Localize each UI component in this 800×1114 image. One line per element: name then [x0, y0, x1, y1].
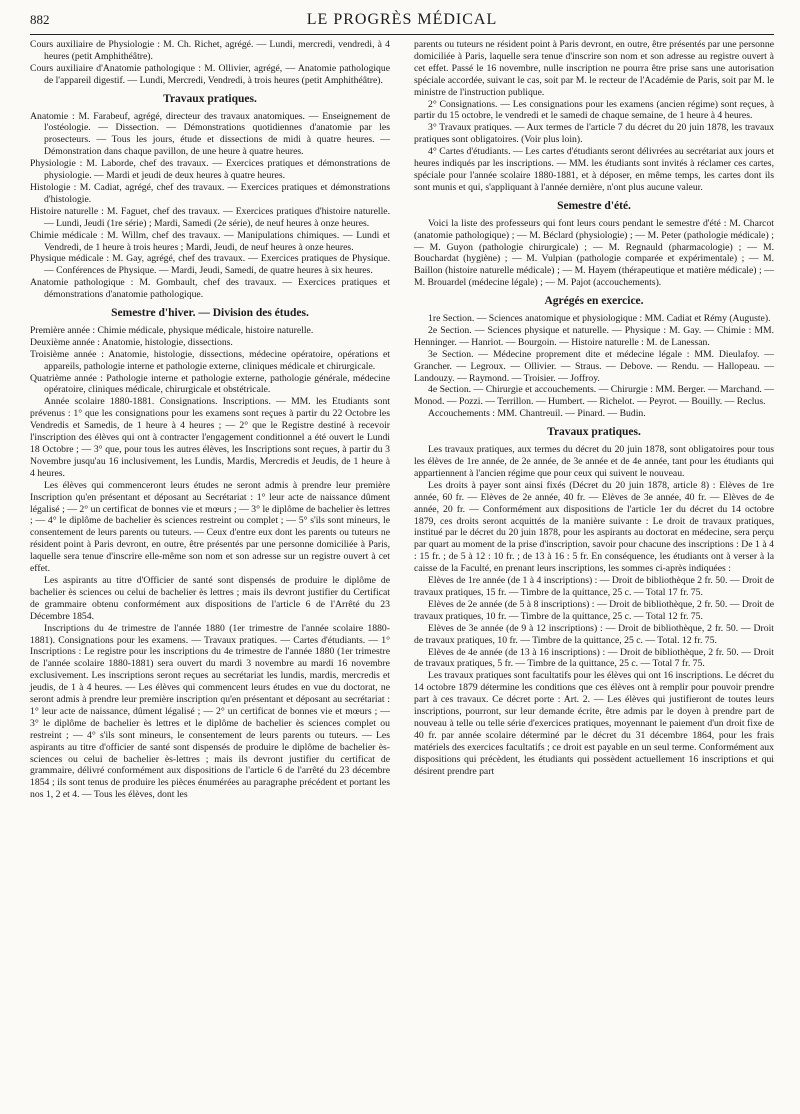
body-paragraph: Année scolaire 1880-1881. Consignations. Inscriptions. — MM. les Etudiants sont prévenus : 1° que les consignations pour les examens sont reçues à partir du 22 Octobre les Vendredis et Samedis, de 1 heure à 4 heures ; — 2° que le Registre destiné à recevoir l'inscription des élèves qui ont à contracter l'engagement conditionnel a été ouvert le Lundi 18 Octobre ; — 3° que, pour tous les autres élèves, les Inscriptions sont reçues, à partir du 3 Novembre jusqu'au 16 inclusivement, les Lundis, Mardis, Mercredis et Jeudis, de 1 heure à 4 heures.	[30, 396, 390, 479]
fee-entry: Elèves de 1re année (de 1 à 4 inscriptions) : — Droit de bibliothèque 2 fr. 50. — Droit de travaux pratiques, 15 fr. — Timbre de la quittance, 25 c. — Total 17 fr. 75.	[414, 575, 774, 598]
page-header	[30, 10, 774, 35]
tp-entry: Anatomie : M. Farabeuf, agrégé, directeur des travaux anatomiques. — Enseignement de l'ostéologie. — Dissection. — Démonstrations quotidiennes d'anatomie par les prosecteurs. — Tous les jours, étude et dissections de midi à quatre heures. — Démonstration dans chaque pavillon, de une heure à quatre heures.	[30, 110, 390, 158]
body-paragraph: 4° Cartes d'étudiants. — Les cartes d'étudiants seront délivrées au secrétariat aux jours et heures indiqués par les inscriptions. — MM. les étudiants sont invités à réclamer ces cartes, spéciale pour l'année scolaire 1880-1881, et à déposer, en même temps, les cartes dont ils sont munis et qui, s'appliquant à l'année dernière, n'ont plus aucune valeur.	[414, 146, 774, 193]
body-paragraph: parents ou tuteurs ne résident point à Paris devront, en outre, être présentés par une personne domiciliée à Paris, laquelle sera tenue d'inscrire son nom et son adresse au registre ouvert à cet effet. Passé le 16 novembre, nulle inscription ne pourra être prise sans une autorisation spéciale accordée, suivant le cas, soit par M. le recteur de l'Académie de Paris, soit par M. le ministre de l'instruction publique.	[414, 39, 774, 98]
course-entry: Cours auxiliaire de Physiologie : M. Ch. Richet, agrégé. — Lundi, mercredi, vendredi, à 4 heures (petit Amphithéâtre).	[30, 39, 390, 62]
tp-entry: Physique médicale : M. Gay, agrégé, chef des travaux. — Exercices pratiques de Physique. — Conférences de Physique. — Mardi, Jeudi, Samedi, de quatre heures à six heures.	[30, 253, 390, 277]
journal-title: LE PROGRÈS MÉDICAL	[306, 11, 498, 28]
section-heading: Agrégés en exercice.	[544, 295, 644, 308]
section-heading: Travaux pratiques.	[547, 426, 641, 439]
body-paragraph: Les élèves qui commenceront leurs études ne seront admis à prendre leur première Inscription qu'en présentant et déposant au Secrétariat : 1° leur acte de naissance dûment légalisé ; — 2° un certificat de bonnes vie et mœurs ; — 3° le diplôme de bachelier ès lettres ; — 4° le diplôme de bachelier ès sciences restreint ou complet ; — 5° s'ils sont mineurs, le consentement de leurs parents ou tuteurs. — Ceux d'entre eux dont les parents ou tuteurs ne résident point à Paris devront, en outre, être présentés par une personne domiciliée à Paris, laquelle sera tenue d'inscrire elle-même son nom et son adresse sur un registre ouvert à cet effet.	[30, 479, 390, 575]
year-entry: Deuxième année : Anatomie, histologie, dissections.	[30, 336, 233, 348]
tp-entry: Histoire naturelle : M. Faguet, chef des travaux. — Exercices pratiques d'histoire naturelle. — Lundi, Jeudi (1re série) ; Mardi, Samedi (2e série), de neuf heures à onze heures.	[30, 205, 390, 229]
two-column-body	[30, 39, 774, 801]
fee-entry: Elèves de 3e année (de 9 à 12 inscriptions) : — Droit de bibliothèque, 2 fr. 50. — Droit de travaux pratiques, 10 fr. — Timbre de la quittance, 25 c. — Total. 12 fr. 75.	[414, 622, 774, 646]
body-paragraph: Les aspirants au titre d'Officier de santé sont dispensés de produire le diplôme de bachelier ès sciences ou celui de bachelier ès lettres ; mais ils devront justifier du Certificat de grammaire obtenu conformément aux dispositions de l'article 6 de l'Arrêté du 23 Décembre 1854.	[30, 574, 390, 622]
section-heading: Semestre d'hiver. — Division des études.	[111, 307, 309, 320]
agreges-entry: Accouchements : MM. Chantreuil. — Pinard. — Budin.	[428, 408, 646, 420]
tp-entry: Chimie médicale : M. Willm, chef des travaux. — Manipulations chimiques. — Lundi et Vendredi, de 1 heure à trois heures ; Mardi, Jeudi, de neuf heures à onze heures.	[30, 229, 390, 253]
agreges-entry: 2e Section. — Sciences physique et naturelle. — Physique : M. Gay. — Chimie : MM. Henninger. — Hanriot. — Bourgoin. — Histoire naturelle : M. de Lanessan.	[414, 324, 774, 348]
year-entry: Troisième année : Anatomie, histologie, dissections, médecine opératoire, opérations et appareils, pathologie interne et pathologie externe, cliniques médicale et chirurgicale.	[30, 348, 390, 372]
body-paragraph: Les travaux pratiques, aux termes du décret du 20 juin 1878, sont obligatoires pour tous les élèves de 1re année, de 2e année, de 3e année et de 4e année, tant pour les étudiants qui appartiennent à l'ancien régime que pour ceux qui suivent le nouveau.	[414, 444, 774, 479]
body-paragraph: Inscriptions du 4e trimestre de l'année 1880 (1er trimestre de l'année scolaire 1880-1881). Consignations pour les examens. — Travaux pratiques. — Cartes d'étudiants. — 1° Inscriptions : Le registre pour les inscriptions du 4e trimestre de l'année 1880 (1er trimestre de l'année scolaire 1880-1881) sera ouvert du mardi 3 novembre au mardi 16 novembre exclusivement. Les inscriptions seront reçues au secrétariat les lundis, mardis, mercredis et jeudis, de 1 à 4 heures. — Les élèves qui commencent leurs études en vue du doctorat, ne seront admis à prendre leur première inscription qu'en présentant et déposant au secrétariat : 1° leur acte de naissance, dûment légalisé ; — 2° un certificat de bonnes vie et mœurs ; — 3° le diplôme de bachelier ès lettres et le diplôme de bachelier ès sciences complet ou restreint ; — 4° s'ils sont mineurs, le consentement de leurs parents ou tuteurs. — Les aspirants au titre d'officier de santé sont dispensés de produire le diplôme de bachelier ès-sciences ou celui de bachelier ès-lettres ; mais ils devront justifier du certificat de grammaire, délivré conformément aux dispositions de l'article 6 de l'arrêté du 23 décembre 1854 ; ils sont tenus de produire les pièces énumérées au paragraphe précédent et portant les nos 1, 2 et 4. — Tous les élèves, dont les	[30, 622, 390, 801]
section-heading: Travaux pratiques.	[163, 92, 257, 105]
fee-entry: Elèves de 4e année (de 13 à 16 inscriptions) : — Droit de bibliothèque, 2 fr. 50. — Droit de travaux pratiques, 5 fr. — Timbre de la quittance, 25 c. — Total 7 fr. 75.	[414, 646, 774, 670]
body-paragraph: 2° Consignations. — Les consignations pour les examens (ancien régime) sont reçues, à partir du 15 octobre, le vendredi et le samedi de chaque semaine, de 1 heure à 4 heures.	[414, 98, 774, 122]
fee-entry: Elèves de 2e année (de 5 à 8 inscriptions) : — Droit de bibliothèque, 2 fr. 50. — Droit de travaux pratiques, 10 fr. — Timbre de la quittance, 25 c. — Total 12 fr. 75.	[414, 598, 774, 622]
page-number: 882	[30, 12, 50, 27]
year-entry: Première année : Chimie médicale, physique médicale, histoire naturelle.	[30, 324, 314, 336]
agreges-entry: 3e Section. — Médecine proprement dite et médecine légale : MM. Dieulafoy. — Grancher. — Legroux. — Ollivier. — Straus. — Debove. — Rendu. — Hallopeau. — Landouzy. — Raymond. — Troisier. — Joffroy.	[414, 348, 774, 384]
tp-entry: Physiologie : M. Laborde, chef des travaux. — Exercices pratiques et démonstrations de physiologie. — Mardi et jeudi de deux heures à quatre heures.	[30, 158, 390, 182]
body-paragraph: 3° Travaux pratiques. — Aux termes de l'article 7 du décret du 20 juin 1878, les travaux pratiques sont obligatoires. (Voir plus loin).	[414, 122, 774, 146]
section-heading: Semestre d'été.	[557, 199, 631, 212]
course-entry: Cours auxiliaire d'Anatomie pathologique : M. Ollivier, agrégé, — Anatomie pathologique de l'appareil digestif. — Lundi, Mercredi, Vendredi, à trois heures (petit Amphithéâtre).	[30, 62, 390, 86]
body-paragraph: Les droits à payer sont ainsi fixés (Décret du 20 juin 1878, article 8) : Elèves de 1re année, 60 fr. — Elèves de 2e année, 40 fr. — Elèves de 3e année, 40 fr. — Elèves de 4e année, 20 fr. — Conformément aux dispositions de l'article 1er du décret du 14 octobre 1879, ces droits seront acquittés de la manière suivante : Le droit de travaux pratiques, institué par le décret du 20 juin 1878, pour les aspirants au doctorat en médecine, sera perçu par quart au moment de la prise d'inscription, savoir pour chacune des inscriptions : De 1 à 4 : 15 fr. ; de 5 à 12 : 10 fr. ; de 13 à 16 : 5 fr. En conséquence, les étudiants ont à verser à la caisse de la Faculté, en prenant leurs inscriptions, les sommes ci-après indiquées :	[414, 479, 774, 575]
tp-entry: Histologie : M. Cadiat, agrégé, chef des travaux. — Exercices pratiques et démonstrations d'histologie.	[30, 181, 390, 205]
year-entry: Quatrième année : Pathologie interne et pathologie externe, pathologie générale, médecine opératoire, cliniques médicale, chirurgicale et obstétricale.	[30, 372, 390, 396]
agreges-entry: 1re Section. — Sciences anatomique et physiologique : MM. Cadiat et Rémy (Auguste).	[428, 313, 771, 325]
body-paragraph: Voici la liste des professeurs qui font leurs cours pendant le semestre d'été : M. Charcot (anatomie pathologique) ; — M. Béclard (physiologie) ; — M. Peter (pathologie médicale) ; — M. Guyon (pathologie chirurgicale) ; — M. Regnauld (pharmacologie) ; — M. Bouchardat (hygiène) ; — M. Vulpian (pathologie comparée et expérimentale) ; — M. Baillon (histoire naturelle médicale) ; — M. Hayem (thérapeutique et matière médicale) ; — M. Brouardel (médecine légale) ; — M. Pajot (accouchements).	[414, 217, 774, 289]
tp-entry: Anatomie pathologique : M. Gombault, chef des travaux. — Exercices pratiques et démonstrations d'anatomie pathologique.	[30, 277, 390, 301]
right-column	[414, 39, 774, 801]
agreges-entry: 4e Section. — Chirurgie et accouchements. — Chirurgie : MM. Berger. — Marchand. — Monod. — Pozzi. — Terrillon. — Humbert. — Richelot. — Peyrot. — Bouilly. — Reclus.	[414, 384, 774, 408]
body-paragraph: Les travaux pratiques sont facultatifs pour les élèves qui ont 16 inscriptions. Le décret du 14 octobre 1879 détermine les conditions que ces élèves ont à remplir pour pouvoir prendre part à ces travaux. Ce décret porte : Art. 2. — Les élèves qui justifieront de toutes leurs inscriptions, pourront, sur leur demande écrite, être admis par le doyen à prendre part de nouveau à telle ou telle série d'exercices pratiques, moyennant le paiement d'un droit fixe de 40 fr. par année scolaire déterminé par le décret du 31 décembre 1864, pour les frais matériels des exercices facultatifs ; ce droit est payable en un seul terme. Conformément aux dispositions qui précèdent, les étudiants qui possèdent actuellement 16 inscriptions et qui désirent prendre part	[414, 670, 774, 777]
left-column	[30, 39, 390, 801]
